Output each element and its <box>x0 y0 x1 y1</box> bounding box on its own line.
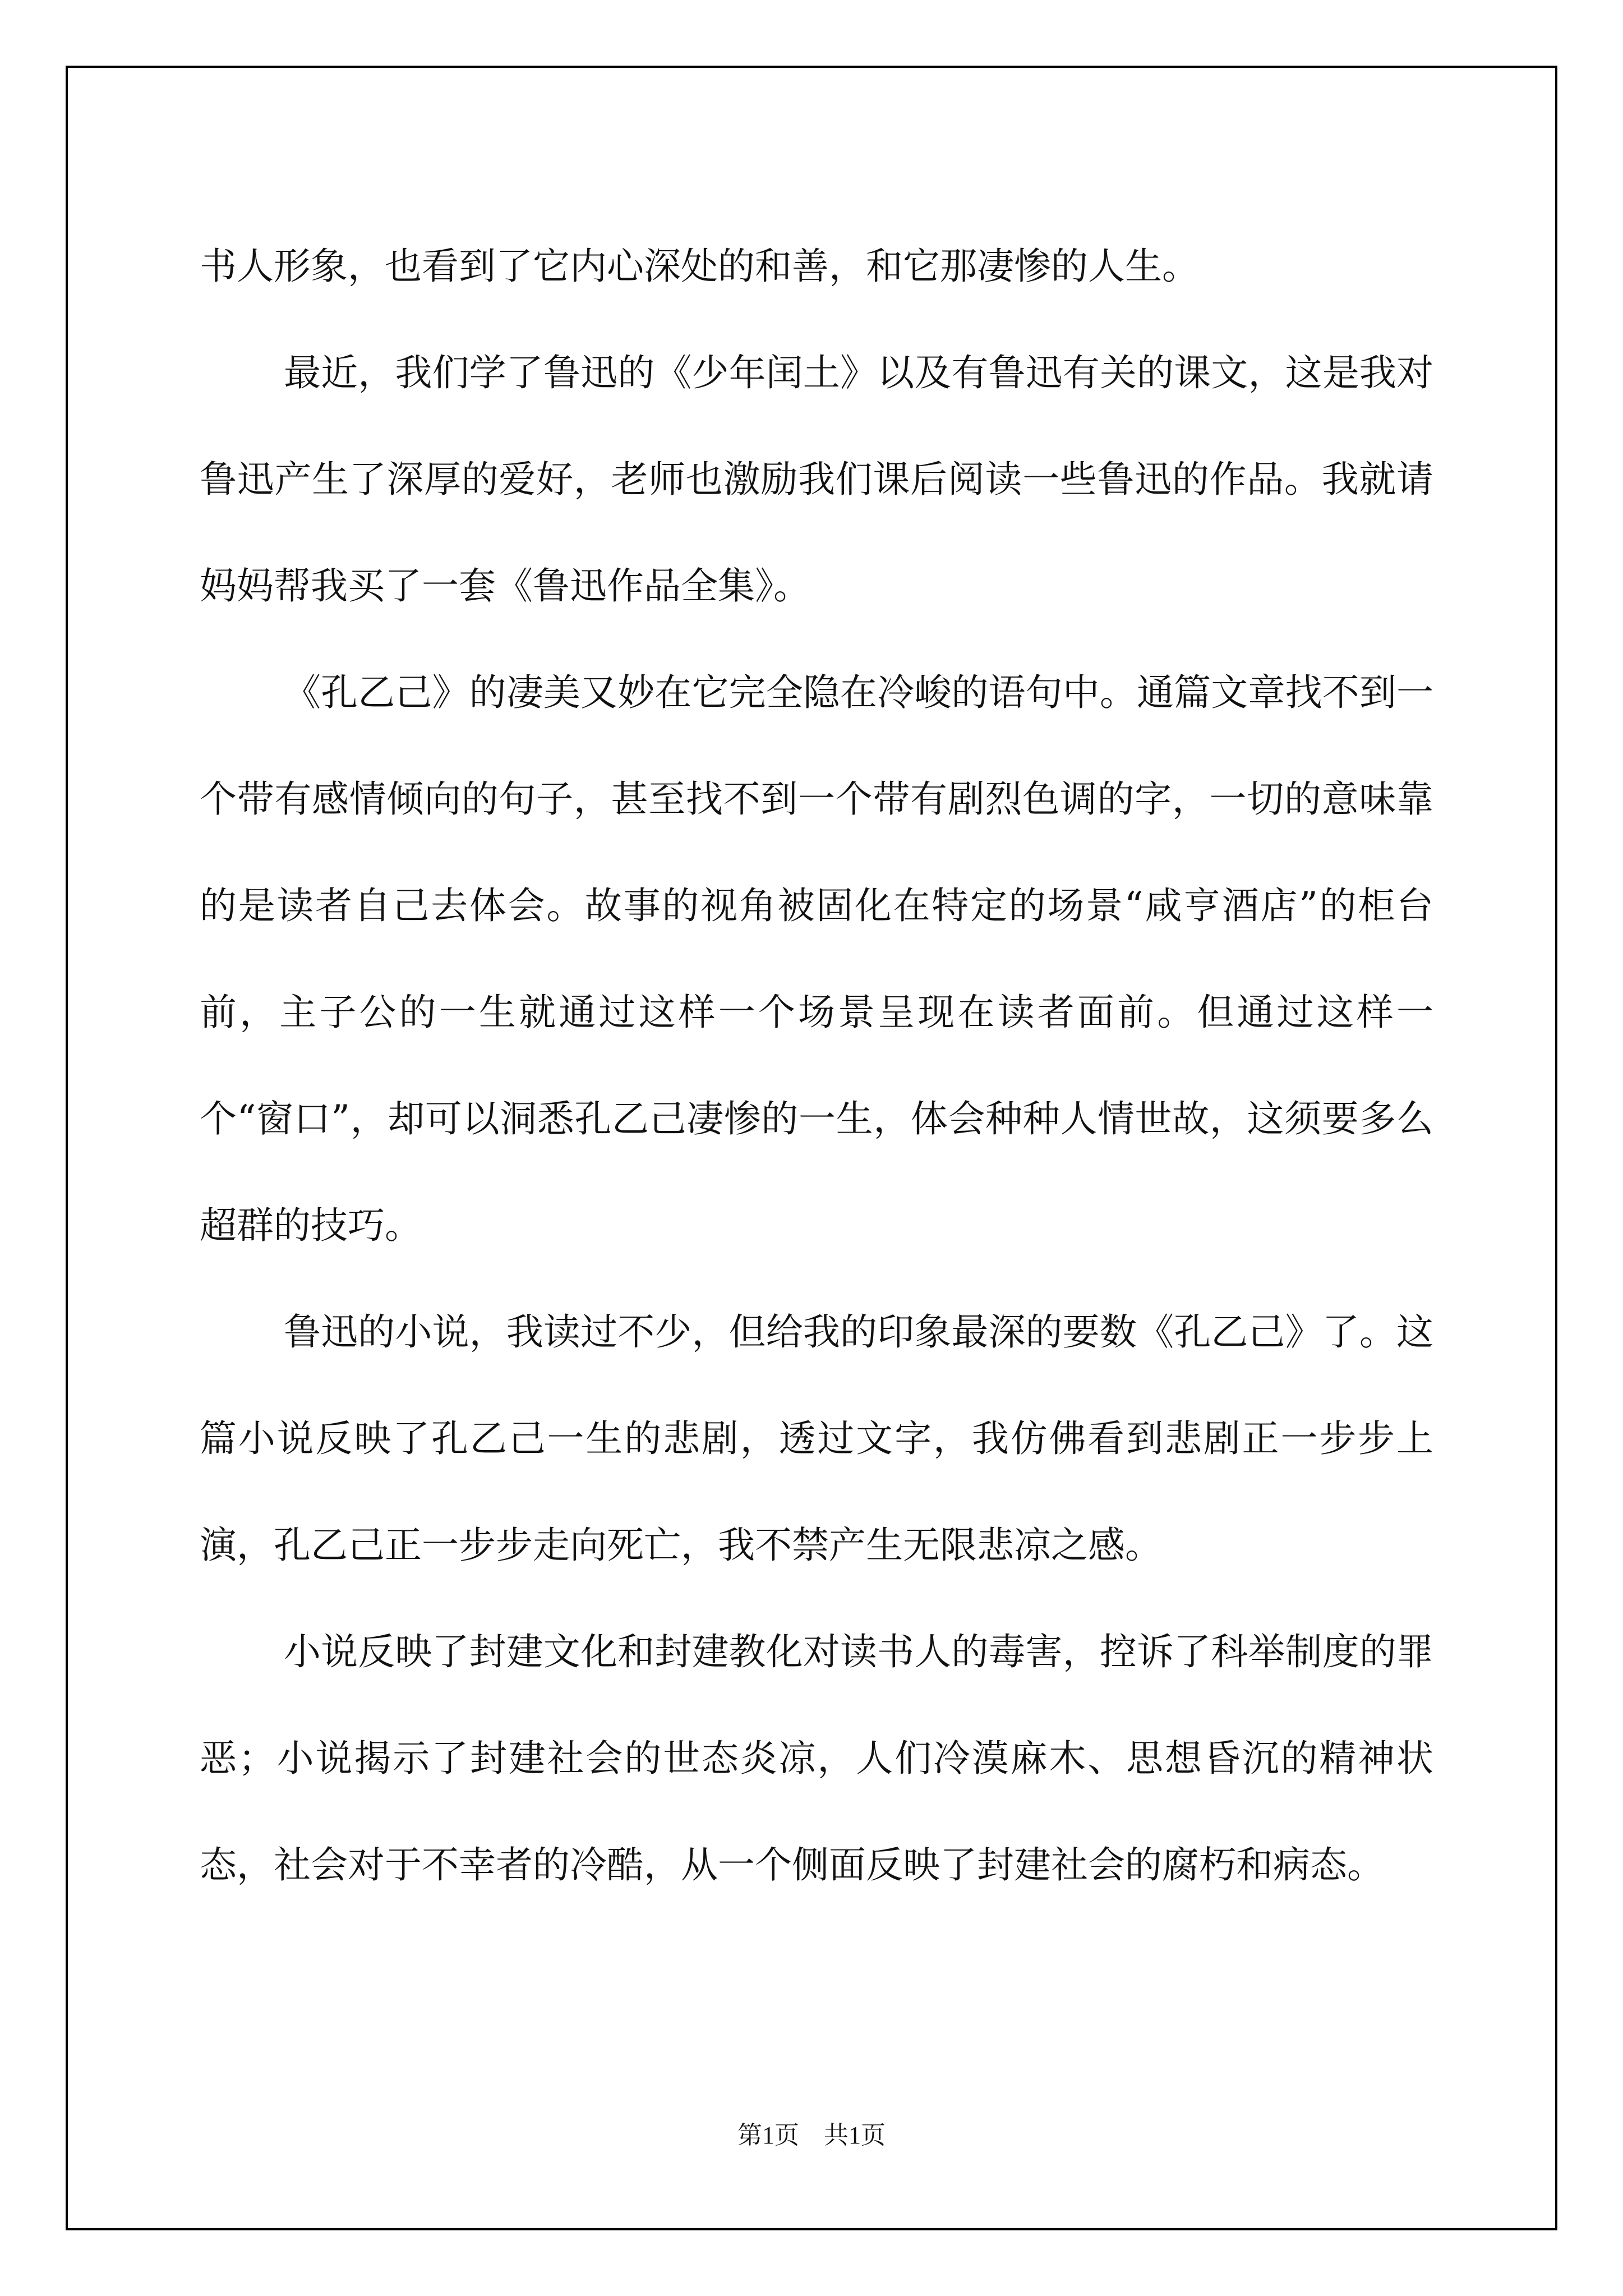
page-number: 第1页 共1页 <box>737 2122 886 2149</box>
document-body <box>200 213 1433 1918</box>
paragraph: 最近，我们学了鲁迅的《少年闰土》以及有鲁迅有关的课文，这是我对鲁迅产生了深厚的爱好，老师也激励我们课后阅读一些鲁迅的作品。我就请妈妈帮我买了一套《鲁迅作品全集》。 <box>200 351 1433 608</box>
paragraph: 鲁迅的小说，我读过不少，但给我的印象最深的要数《孔乙己》了。这篇小说反映了孔乙己一生的悲剧，透过文字，我仿佛看到悲剧正一步步上演，孔乙己正一步步走向死亡，我不禁产生无限悲凉之感。 <box>200 1310 1433 1567</box>
paragraph: 《孔乙己》的凄美又妙在它完全隐在冷峻的语句中。通篇文章找不到一个带有感情倾向的句子，甚至找不到一个带有剧烈色调的字，一切的意味靠的是读者自己去体会。故事的视角被固化在特定的场景“咸亨酒店”的柜台前，主子公的一生就通过这样一个场景呈现在读者面前。但通过这样一个“窗口”，却可以洞悉孔乙己凄惨的一生，体会种种人情世故，这须要多么超群的技巧。 <box>200 671 1433 1247</box>
paragraph: 小说反映了封建文化和封建教化对读书人的毒害，控诉了科举制度的罪恶；小说揭示了封建社会的世态炎凉，人们冷漠麻木、思想昏沉的精神状态，社会对于不幸者的冷酷，从一个侧面反映了封建社会的腐朽和病态。 <box>200 1630 1433 1887</box>
paragraph-continuation: 书人形象，也看到了它内心深处的和善，和它那凄惨的人生。 <box>200 245 1199 288</box>
